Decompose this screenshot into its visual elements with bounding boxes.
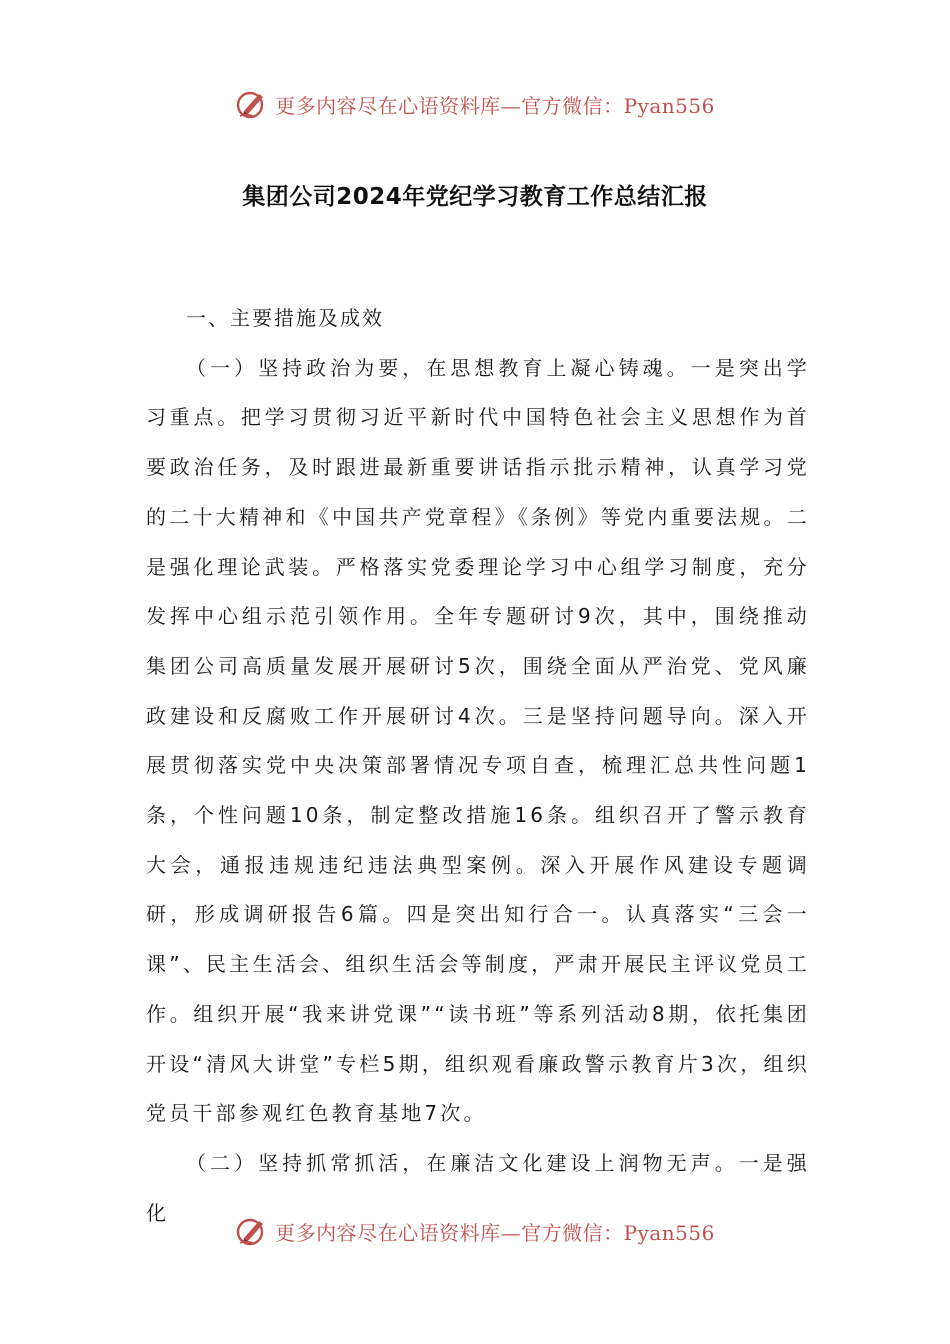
pen-circle-logo-icon — [235, 1214, 269, 1248]
document-title: 集团公司2024年党纪学习教育工作总结汇报 — [242, 184, 708, 210]
footer-watermark — [0, 1211, 950, 1251]
watermark-text: 更多内容尽在心语资料库—官方微信：Pyan556 — [275, 93, 715, 118]
body-paragraph: （一）坚持政治为要，在思想教育上凝心铸魂。一是突出学习重点。把学习贯彻习近平新时代中国特色社会主义思想作为首要政治任务，及时跟进最新重要讲话指示批示精神，认真学习党的二十大精神和《中国共产党章程》《条例》等党内重要法规。二是强化理论武装。严格落实党委理论学习中心组学习制度，充分发挥中心组示范引领作用。全年专题研讨9次，其中，围绕推动集团公司高质量发展开展研讨5次，围绕全面从严治党、党风廉政建设和反腐败工作开展研讨4次。三是坚持问题导向。深入开展贯彻落实党中央决策部署情况专项自查，梳理汇总共性问题1条，个性问题10条，制定整改措施16条。组织召开了警示教育大会，通报违规违纪违法典型案例。深入开展作风建设专题调研，形成调研报告6篇。四是突出知行合一。认真落实“三会一课”、民主生活会、组织生活会等制度，严肃开展民主评议党员工作。组织开展“我来讲党课”“读书班”等系列活动8期，依托集团开设“清风大讲堂”专栏5期，组织观看廉政警示教育片3次，组织党员干部参观红色教育基地7次。 — [146, 355, 810, 1126]
document-body — [146, 294, 810, 1238]
header-watermark — [0, 84, 950, 124]
body-paragraph: （二）坚持抓常抓活，在廉洁文化建设上润物无声。一是强化 — [146, 1150, 810, 1225]
pen-circle-logo-icon — [235, 87, 269, 121]
watermark-text: 更多内容尽在心语资料库—官方微信：Pyan556 — [275, 1220, 715, 1245]
section-heading: 一、主要措施及成效 — [186, 306, 384, 330]
